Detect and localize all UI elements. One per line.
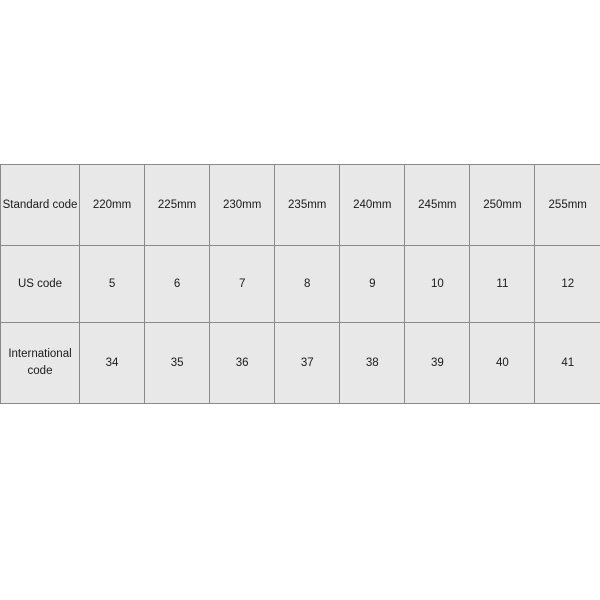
cell-intl-8: 41: [535, 323, 600, 404]
cell-intl-1: 34: [80, 323, 145, 404]
cell-standard-6: 245mm: [405, 165, 470, 246]
cell-standard-8: 255mm: [535, 165, 600, 246]
table-row: [1, 246, 600, 323]
row-label-international-code: International code: [1, 323, 80, 404]
cell-us-4: 8: [275, 246, 340, 323]
cell-standard-7: 250mm: [470, 165, 535, 246]
cell-standard-1: 220mm: [80, 165, 145, 246]
cell-intl-5: 38: [340, 323, 405, 404]
cell-intl-2: 35: [145, 323, 210, 404]
table-row: [1, 165, 600, 246]
cell-standard-3: 230mm: [210, 165, 275, 246]
cell-us-6: 10: [405, 246, 470, 323]
row-label-standard-code: Standard code: [1, 165, 80, 246]
cell-us-8: 12: [535, 246, 600, 323]
cell-us-1: 5: [80, 246, 145, 323]
cell-intl-4: 37: [275, 323, 340, 404]
row-label-us-code: US code: [1, 246, 80, 323]
cell-us-7: 11: [470, 246, 535, 323]
cell-intl-6: 39: [405, 323, 470, 404]
cell-us-3: 7: [210, 246, 275, 323]
size-chart-table-wrap: [0, 164, 600, 404]
cell-us-5: 9: [340, 246, 405, 323]
cell-us-2: 6: [145, 246, 210, 323]
cell-intl-7: 40: [470, 323, 535, 404]
cell-standard-4: 235mm: [275, 165, 340, 246]
cell-intl-3: 36: [210, 323, 275, 404]
size-chart-table: [0, 164, 600, 404]
cell-standard-2: 225mm: [145, 165, 210, 246]
cell-standard-5: 240mm: [340, 165, 405, 246]
table-row: [1, 323, 600, 404]
